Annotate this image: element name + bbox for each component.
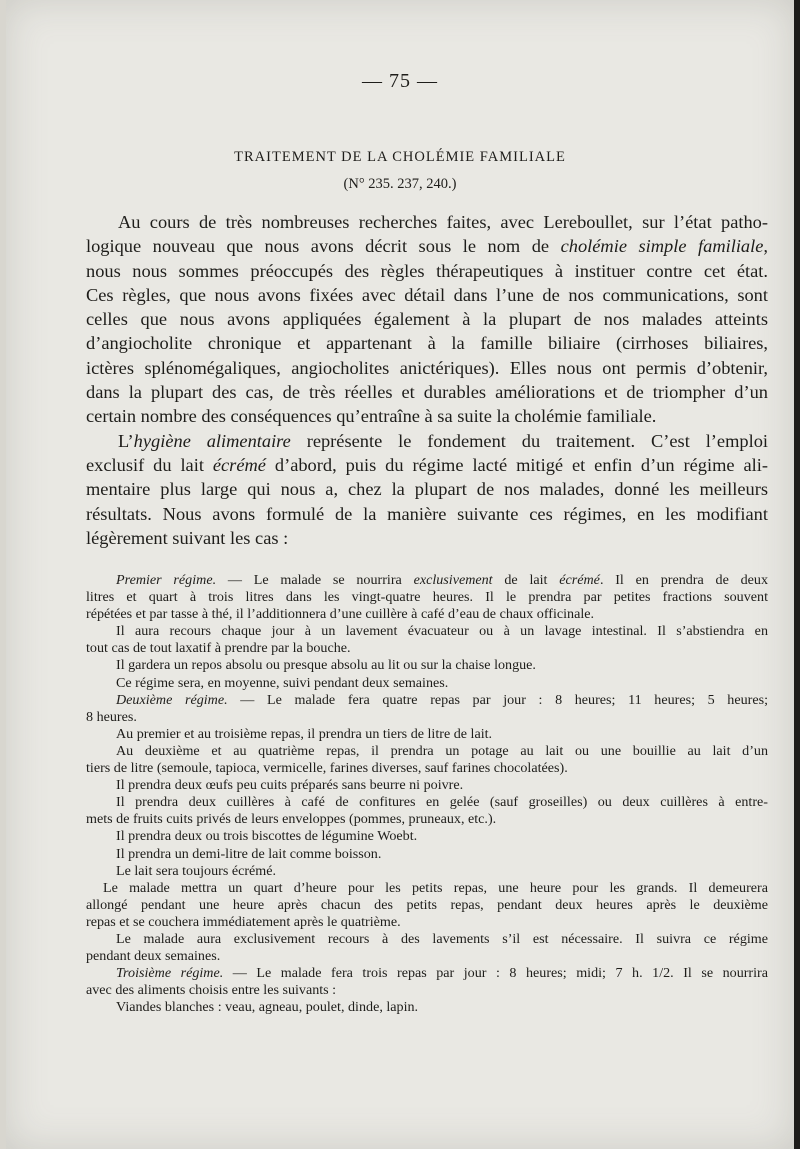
text-line: résultats. Nous avons formulé de la manière suivante ces régimes, en les modifiant [86,503,768,524]
regimes-text [86,572,768,1016]
text-line: ictères splénomégaliques, angiocholites anictériques). Elles nous ont permis d’obtenir, [86,357,768,378]
page-edge-shadow [794,0,800,1149]
regime-line: 8 heures. [86,708,137,725]
page-number: — 75 — [362,70,438,92]
chapter-title: TRAITEMENT DE LA CHOLÉMIE FAMILIALE [234,149,566,165]
text-line: mentaire plus large qui nous a, chez la plupart de nos malades, donné les meilleurs [86,479,768,500]
regime-line: Il aura recours chaque jour à un lavement évacuateur ou à un lavage intestinal. Il s’abstiendra en [116,623,768,640]
regime-line: Il prendra deux œufs peu cuits préparés sans beurre ni poivre. [116,777,464,794]
regime-line: Le malade aura exclusivement recours à des lavements s’il est nécessaire. Il suivra ce régime [116,930,768,947]
regime-line: répétées et par tasse à thé, il l’additionnera d’une cuillère à café d’eau de chaux officinale. [86,606,595,623]
text-line: Ces règles, que nous avons fixées avec détail dans l’une de nos communications, sont [86,284,768,305]
main-text [86,210,768,550]
regime-line: avec des aliments choisis entre les suivants : [86,982,337,999]
regime-line: litres et quart à trois litres dans les vingt-quatre heures. Il le prendra par petites fractions souvent [86,589,768,606]
text-line: L’hygiène alimentaire représente le fondement du traitement. C’est l’emploi [118,430,768,451]
regime-line: mets de fruits cuits privés de leurs enveloppes (pommes, pruneaux, etc.). [86,811,497,828]
regime-line: Il prendra un demi-litre de lait comme boisson. [116,845,382,862]
regime-line: Viandes blanches : veau, agneau, poulet, dinde, lapin. [116,999,419,1016]
regime-line: Au premier et au troisième repas, il prendra un tiers de litre de lait. [116,725,493,742]
regime-line: Troisième régime. — Le malade fera trois repas par jour : 8 heures; midi; 7 h. 1/2. Il se nourrira [116,965,768,982]
text-line: celles que nous avons appliquées également à la plupart de nos malades atteints [86,309,768,330]
regime-line: Ce régime sera, en moyenne, suivi pendant deux semaines. [116,674,449,691]
regime-line: repas et se couchera immédiatement après le quatrième. [86,913,401,930]
regime-line: Il gardera un repos absolu ou presque absolu au lit ou sur la chaise longue. [116,657,536,674]
text-line: dans la plupart des cas, de très réelles et durables améliorations et de triompher d’un [86,382,768,403]
regime-line: Il prendra deux cuillères à café de confitures en gelée (sauf groseilles) ou deux cuillères à entre- [116,794,768,811]
regime-line: Le malade mettra un quart d’heure pour les petits repas, une heure pour les grands. Il demeurera [103,879,768,896]
text-line: certain nombre des conséquences qu’entraîne à sa suite la cholémie familiale. [86,406,657,427]
regime-line: Deuxième régime. — Le malade fera quatre repas par jour : 8 heures; 11 heures; 5 heures; [116,691,768,708]
text-line: logique nouveau que nous avons décrit sous le nom de cholémie simple familiale, [86,236,768,257]
regime-line: pendant deux semaines. [86,948,221,965]
text-line: légèrement suivant les cas : [86,527,289,548]
text-line: nous nous sommes préoccupés des règles thérapeutiques à instituer contre cet état. [86,260,768,281]
regime-line: allongé pendant une heure après chacun des petits repas, pendant deux heures après le deuxième [86,896,768,913]
text-line: d’angiocholite chronique et appartenant à la famille biliaire (cirrhoses biliaires, [86,333,768,354]
regime-line: Premier régime. — Le malade se nourrira exclusivement de lait écrémé. Il en prendra de deux [116,572,768,588]
text-line: exclusif du lait écrémé d’abord, puis du régime lacté mitigé et enfin d’un régime ali- [86,454,768,475]
regime-line: Au deuxième et au quatrième repas, il prendra un potage au lait ou une bouillie au lait d’un [116,742,768,759]
regime-line: Il prendra deux ou trois biscottes de légumine Woebt. [116,828,418,845]
publication-references: (N° 235. 237, 240.) [343,176,457,192]
text-line: Au cours de très nombreuses recherches faites, avec Lereboullet, sur l’état patho- [118,212,768,232]
regime-line: Le lait sera toujours écrémé. [116,862,277,879]
regime-line: tout cas de tout laxatif à prendre par la bouche. [86,640,351,657]
regime-line: tiers de litre (semoule, tapioca, vermicelle, farines diverses, sauf farines chocolatées). [86,760,568,777]
